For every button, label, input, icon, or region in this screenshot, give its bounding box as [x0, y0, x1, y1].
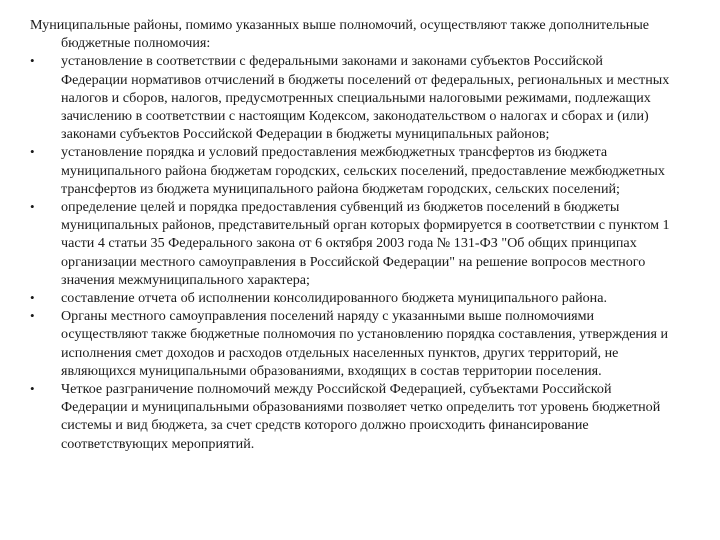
- list-item-text: определение целей и порядка предоставления субвенций из бюджетов поселений в бюджеты муниципальных районов, представительный орган которых формируется в соответствии с пунктом 1 части 4 статьи 35 Федерального закона от 6 октября 2003 года № 131-ФЗ "Об общих принципах организации местного самоуправления в Российской Федерации" на решение вопросов местного значения межмуниципального характера;: [61, 199, 670, 288]
- list-item: [30, 289, 670, 307]
- list-item-text: составление отчета об исполнении консолидированного бюджета муниципального района.: [61, 290, 607, 307]
- bullet-icon: •: [30, 199, 35, 215]
- list-item: [30, 143, 670, 198]
- list-item-text: установление порядка и условий предоставления межбюджетных трансфертов из бюджета муниципального района бюджетам городских, сельских поселений, предоставление межбюджетных трансфертов из бюджета муниципального района бюджетам городских, сельских поселений;: [61, 144, 665, 197]
- list-item: [30, 307, 670, 380]
- bullet-icon: •: [30, 53, 35, 69]
- list-item: [30, 198, 670, 289]
- bullet-icon: •: [30, 381, 35, 397]
- intro-text: Муниципальные районы, помимо указанных выше полномочий, осуществляют также дополнительные бюджетные полномочия:: [30, 17, 650, 52]
- list-item-text: установление в соответствии с федеральными законами и законами субъектов Российской Федерации нормативов отчислений в бюджеты поселений от федеральных, региональных и местных налогов и сборов, налогов, предусмотренных специальными налоговыми режимами, подлежащих зачислению в соответствии с настоящим Кодексом, законодательством о налогах и сборах и (или) законами субъектов Российской Федерации в бюджеты муниципальных районов;: [61, 53, 670, 143]
- list-item-text: Четкое разграничение полномочий между Российской Федерацией, субъектами Российской Федерации и муниципальными образованиями позволяет четко определить тот уровень бюджетной системы и вид бюджета, за счет средств которого должно происходить финансирование соответствующих мероприятий.: [61, 381, 661, 452]
- intro-paragraph: [30, 16, 670, 52]
- bullet-icon: •: [30, 290, 35, 306]
- bullet-icon: •: [30, 144, 35, 160]
- bullet-icon: •: [30, 308, 35, 324]
- document-text-block: [30, 16, 670, 453]
- list-item: [30, 52, 670, 143]
- list-item: [30, 380, 670, 453]
- list-item-text: Органы местного самоуправления поселений наряду с указанными выше полномочиями осуществляют также бюджетные полномочия по установлению порядка составления, утверждения и исполнения смет доходов и расходов отдельных населенных пунктов, других территорий, не являющихся муниципальными образованиями, входящих в состав территории поселения.: [61, 308, 669, 379]
